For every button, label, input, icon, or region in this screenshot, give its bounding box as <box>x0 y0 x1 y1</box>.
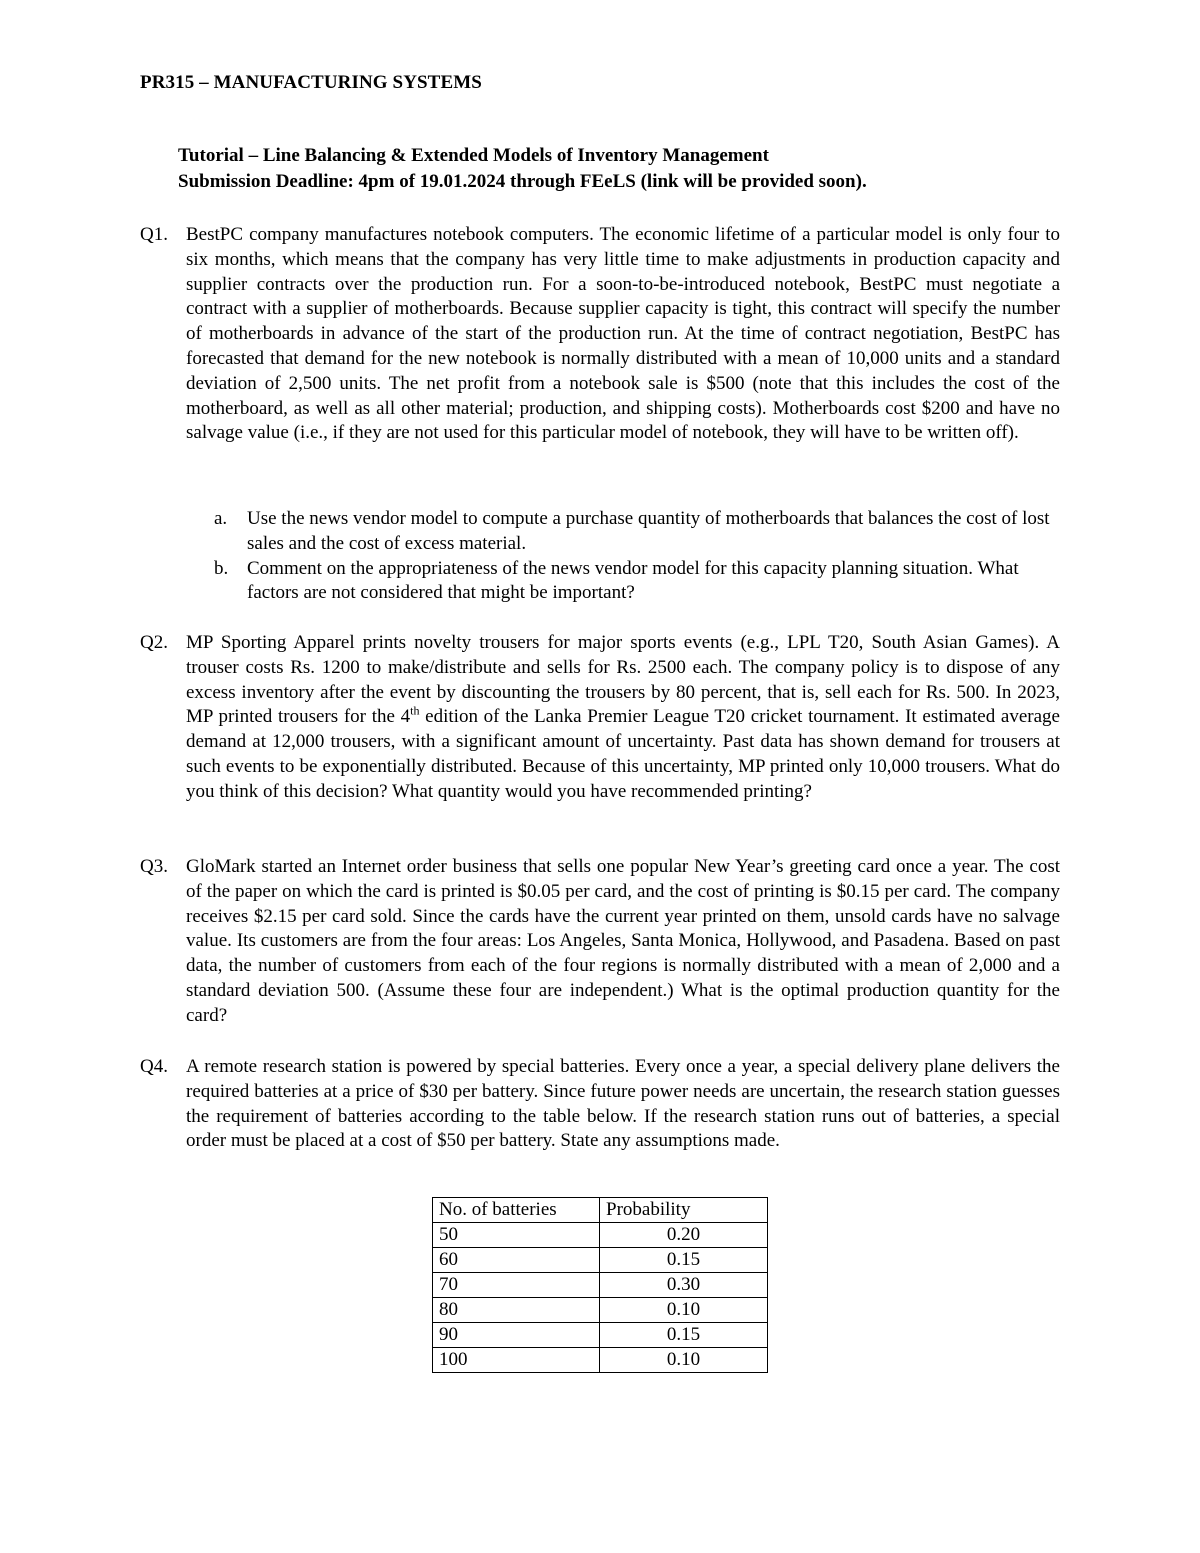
question-3 <box>140 855 1060 1029</box>
table-row <box>433 1298 768 1323</box>
table-cell-probability: 0.10 <box>600 1298 768 1323</box>
part-text: Comment on the appropriateness of the news vendor model for this capacity planning situation. What factors are not considered that might be important? <box>247 557 1019 604</box>
question-2-label: Q2. <box>140 632 168 653</box>
table-header-cell: Probability <box>600 1198 768 1223</box>
table-header-cell: No. of batteries <box>433 1198 600 1223</box>
question-4-text: A remote research station is powered by special batteries. Every once a year, a special delivery plane delivers the required batteries at a price of $30 per battery. Since future power needs are uncertain, the research station guesses the requirement of batteries according to the table below. If the research station runs out of batteries, a special order must be placed at a cost of $50 per battery. State any assumptions made. <box>186 1056 1060 1152</box>
table-cell-probability: 0.10 <box>600 1348 768 1373</box>
part-label: b. <box>214 557 229 579</box>
question-2 <box>140 631 1060 805</box>
table-row <box>433 1323 768 1348</box>
question-4 <box>140 1055 1060 1154</box>
submission-deadline: Submission Deadline: 4pm of 19.01.2024 through FEeLS (link will be provided soon). <box>178 171 867 192</box>
question-4-label: Q4. <box>140 1056 168 1077</box>
table-row <box>433 1348 768 1373</box>
table-cell-batteries: 70 <box>433 1273 600 1298</box>
question-3-label: Q3. <box>140 856 168 877</box>
question-2-text-part-2: edition of the Lanka Premier League T20 cricket tournament. It estimated average demand at 12,000 trousers, with a significant amount of uncertainty. Past data has shown demand for trousers at such events to be exponentially distributed. Because of this uncertainty, MP printed only 10,000 trousers. What do you think of this decision? What quantity would you have recommended printing? <box>186 706 1060 802</box>
battery-probability-table <box>432 1197 768 1373</box>
part-label: a. <box>214 508 228 529</box>
table-cell-batteries: 80 <box>433 1298 600 1323</box>
tutorial-heading <box>178 143 867 195</box>
table-cell-probability: 0.15 <box>600 1323 768 1348</box>
question-1-label: Q1. <box>140 224 168 245</box>
table-header-row <box>433 1198 768 1223</box>
table-cell-probability: 0.20 <box>600 1223 768 1248</box>
question-2-text <box>186 631 1060 805</box>
question-1-text: BestPC company manufactures notebook computers. The economic lifetime of a particular model is only four to six months, which means that the company has very little time to make adjustments in production capacity and supplier contracts over the production run. For a soon-to-be-introduced notebook, BestPC must negotiate a contract with a supplier of motherboards. Because supplier capacity is tight, this contract will specify the number of motherboards in advance of the start of the production run. At the time of contract negotiation, BestPC has forecasted that demand for the new notebook is normally distributed with a mean of 10,000 units and a standard deviation of 2,500 units. The net profit from a notebook sale is $500 (note that this includes the cost of the motherboard, as well as all other material; production, and shipping costs). Motherboards cost $200 and have no salvage value (i.e., if they are not used for this particular model of notebook, they will have to be written off). <box>186 224 1060 444</box>
table-row <box>433 1248 768 1273</box>
table-cell-batteries: 50 <box>433 1223 600 1248</box>
table-cell-probability: 0.15 <box>600 1248 768 1273</box>
table-cell-batteries: 90 <box>433 1323 600 1348</box>
table-cell-batteries: 60 <box>433 1248 600 1273</box>
question-2-text-part-1: MP Sporting Apparel prints novelty trousers for major sports events (e.g., LPL T20, South Asian Games). A trouser costs Rs. 1200 to make/distribute and sells for Rs. 2500 each. The company policy is to dispose of any excess inventory after the event by discounting the trousers by 80 percent, that is, sell each for Rs. 500. In 2023, MP printed trousers for the 4 <box>186 632 1060 728</box>
question-1 <box>140 223 1060 446</box>
question-2-superscript: th <box>410 704 420 719</box>
table-cell-batteries: 100 <box>433 1348 600 1373</box>
question-3-text: GloMark started an Internet order business that sells one popular New Year’s greeting card once a year. The cost of the paper on which the card is printed is $0.05 per card, and the cost of printing is $0.15 per card. The company receives $2.15 per card sold. Since the cards have the current year printed on them, unsold cards have no salvage value. Its customers are from the four areas: Los Angeles, Santa Monica, Hollywood, and Pasadena. Based on past data, the number of customers from each of the four regions is normally distributed with a mean of 2,000 and a standard deviation 500. (Assume these four are independent.) What is the optimal production quantity for the card? <box>186 856 1060 1026</box>
question-1-part-b <box>214 557 1060 607</box>
table-cell-probability: 0.30 <box>600 1273 768 1298</box>
question-1-parts <box>214 507 1060 606</box>
table-row <box>433 1223 768 1248</box>
tutorial-title: Tutorial – Line Balancing & Extended Models of Inventory Management <box>178 145 769 166</box>
part-text: Use the news vendor model to compute a purchase quantity of motherboards that balances the cost of lost sales and the cost of excess material. <box>247 508 1050 554</box>
table-row <box>433 1273 768 1298</box>
course-title: PR315 – MANUFACTURING SYSTEMS <box>140 72 482 93</box>
question-1-part-a <box>214 507 1060 557</box>
